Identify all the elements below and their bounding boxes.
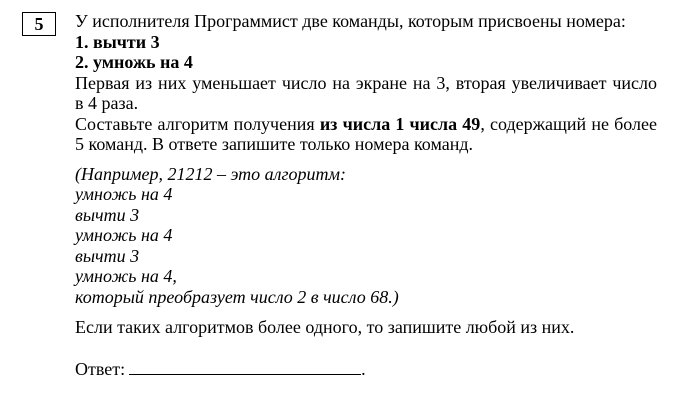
task-statement-part-2: , содержащий не более [480,113,657,134]
task-intro: У исполнителя Программист две команды, которым присвоены номера: [75,11,626,31]
task-statement-line-1 [75,114,657,135]
command-2: 2. умножь на 4 [75,52,193,72]
example-line: вычти 3 [75,204,140,225]
answer-period: . [361,358,366,379]
answer-blank-line[interactable] [129,358,361,375]
example-line: умножь на 4 [75,184,173,204]
answer-row [75,358,657,380]
example-block [75,164,657,308]
example-line: (Например, 21212 – это алгоритм: [75,163,347,184]
example-line: умножь на 4, [75,266,177,286]
example-line: который преобразует число 2 в число 68.) [75,286,399,307]
answer-label: Ответ: [75,358,126,379]
task-number-box [22,12,56,36]
task-number: 5 [34,14,44,34]
command-1: 1. вычти 3 [75,31,160,52]
spacer [75,155,657,164]
task-statement-part-1: Составьте алгоритм получения [75,113,320,134]
task-statement-bold: из числа 1 числа 49 [319,113,481,134]
spacer [75,307,657,317]
task-content [75,11,657,379]
example-line: умножь на 4 [75,225,173,245]
task-statement-line-2: 5 команд. В ответе запишите только номера команд. [75,134,473,154]
description-line-1: Первая из них уменьшает число на экране на 3, вторая увеличивает число [75,72,657,93]
description-line-2: в 4 раза. [75,93,139,113]
example-line: вычти 3 [75,245,140,266]
spacer [75,338,657,358]
task-note: Если таких алгоритмов более одного, то запишите любой из них. [75,317,575,337]
